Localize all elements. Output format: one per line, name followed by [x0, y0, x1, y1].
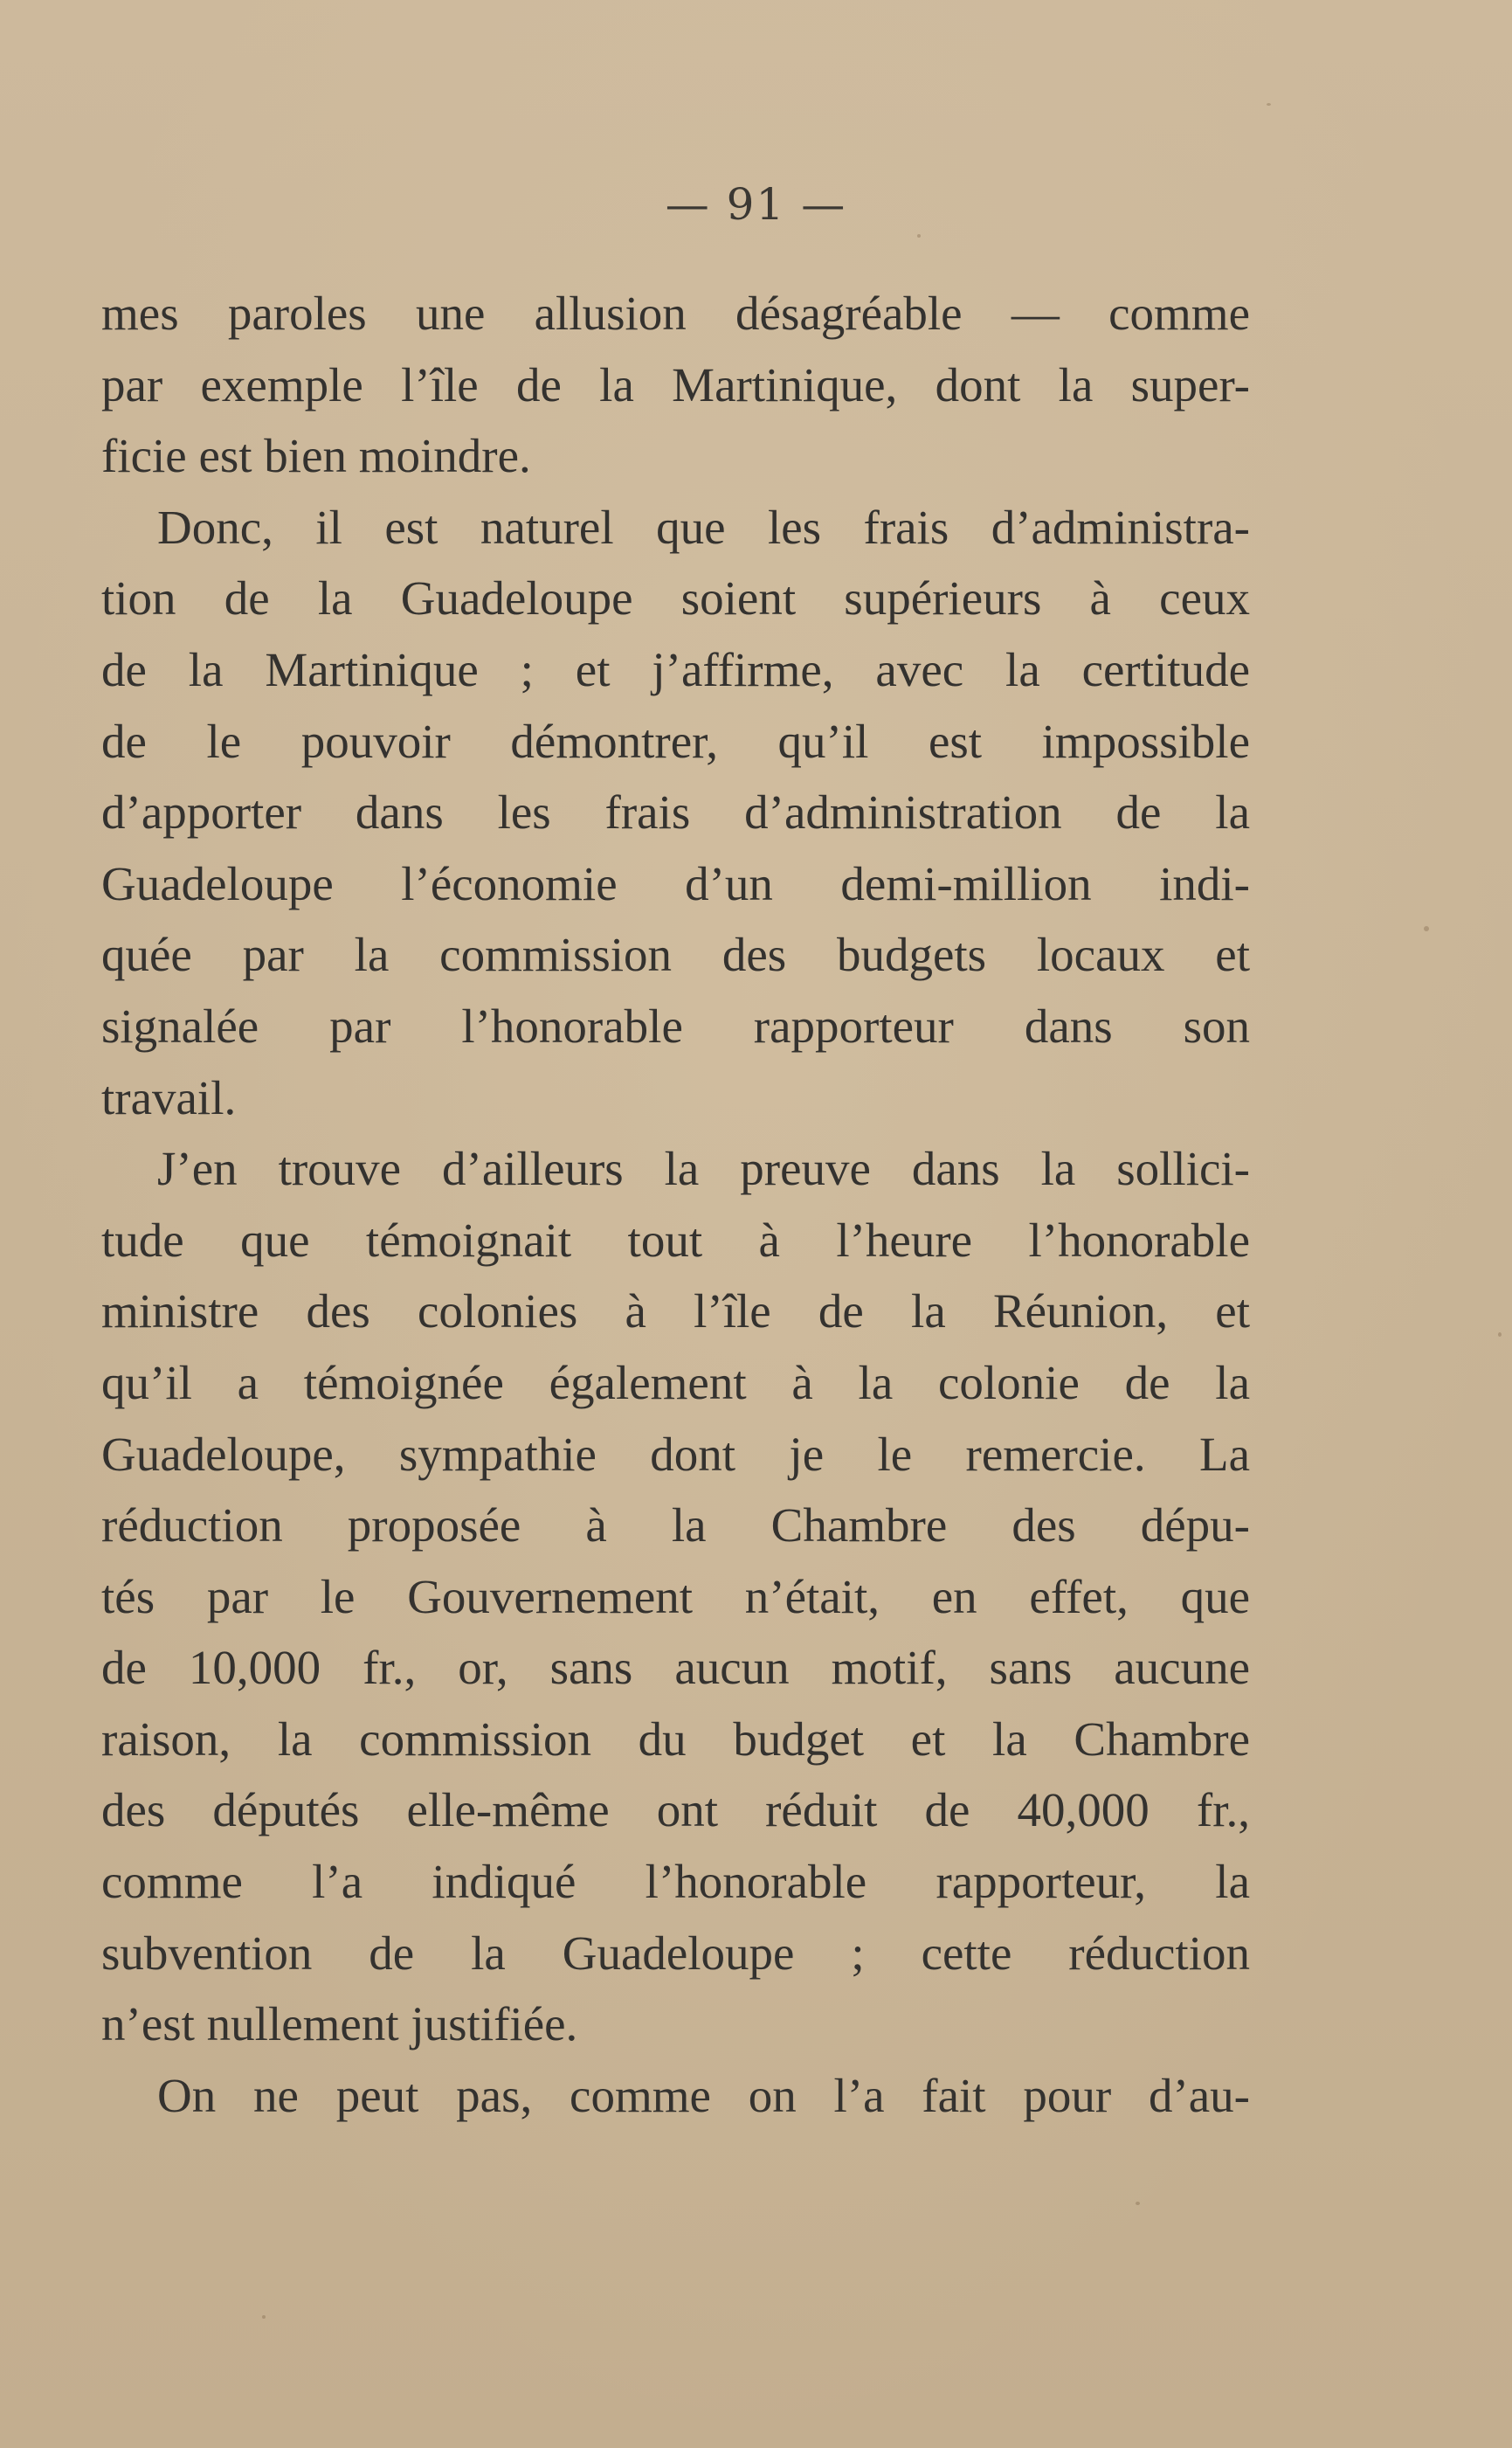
- text-line: travail.: [101, 1070, 237, 1124]
- text-line: raison, la commission du budget et la Chambre: [101, 1712, 1250, 1766]
- text-line: J’en trouve d’ailleurs la preuve dans la sollici-: [157, 1142, 1250, 1196]
- text-line: On ne peut pas, comme on l’a fait pour d’au-: [157, 2068, 1250, 2122]
- text-line: de la Martinique ; et j’affirme, avec la certitude: [101, 642, 1250, 696]
- text-line: Donc, il est naturel que les frais d’administra-: [157, 500, 1250, 554]
- text-line: ficie est bien moindre.: [101, 429, 531, 483]
- text-body: [101, 278, 1250, 2131]
- text-line: comme l’a indiqué l’honorable rapporteur, la: [101, 1855, 1250, 1909]
- text-line: Guadeloupe, sympathie dont je le remercie. La: [101, 1427, 1250, 1481]
- text-line: de le pouvoir démontrer, qu’il est impossible: [101, 714, 1250, 768]
- paper-speck: [1424, 926, 1429, 931]
- page-number: — 91 —: [665, 179, 847, 230]
- text-line: n’est nullement justifiée.: [101, 1997, 578, 2051]
- paper-speck: [1498, 1332, 1502, 1337]
- text-line: subvention de la Guadeloupe ; cette réduction: [101, 1926, 1250, 1980]
- text-line: tion de la Guadeloupe soient supérieurs à ceux: [101, 571, 1250, 626]
- text-line: de 10,000 fr., or, sans aucun motif, sans aucune: [101, 1641, 1250, 1695]
- text-line: des députés elle-même ont réduit de 40,000 fr.,: [101, 1783, 1250, 1837]
- text-line: mes paroles une allusion désagréable — comme: [101, 287, 1250, 340]
- text-line: tude que témoignait tout à l’heure l’honorable: [101, 1213, 1250, 1267]
- text-line: d’apporter dans les frais d’administration de la: [101, 785, 1250, 840]
- text-line: quée par la commission des budgets locaux et: [101, 928, 1250, 982]
- paper-speck: [917, 234, 921, 238]
- text-line: réduction proposée à la Chambre des dépu-: [101, 1498, 1250, 1552]
- paper-speck: [262, 2315, 266, 2319]
- text-line: qu’il a témoignée également à la colonie de la: [101, 1355, 1250, 1409]
- text-line: par exemple l’île de la Martinique, dont la super-: [101, 357, 1250, 411]
- text-line: ministre des colonies à l’île de la Réunion, et: [101, 1284, 1250, 1338]
- paper-speck: [1267, 103, 1271, 106]
- paper-speck: [1136, 2202, 1140, 2205]
- text-line: Guadeloupe l’économie d’un demi-million indi-: [101, 856, 1250, 910]
- text-line: tés par le Gouvernement n’était, en effet, que: [101, 1569, 1250, 1623]
- text-line: signalée par l’honorable rapporteur dans son: [101, 999, 1250, 1053]
